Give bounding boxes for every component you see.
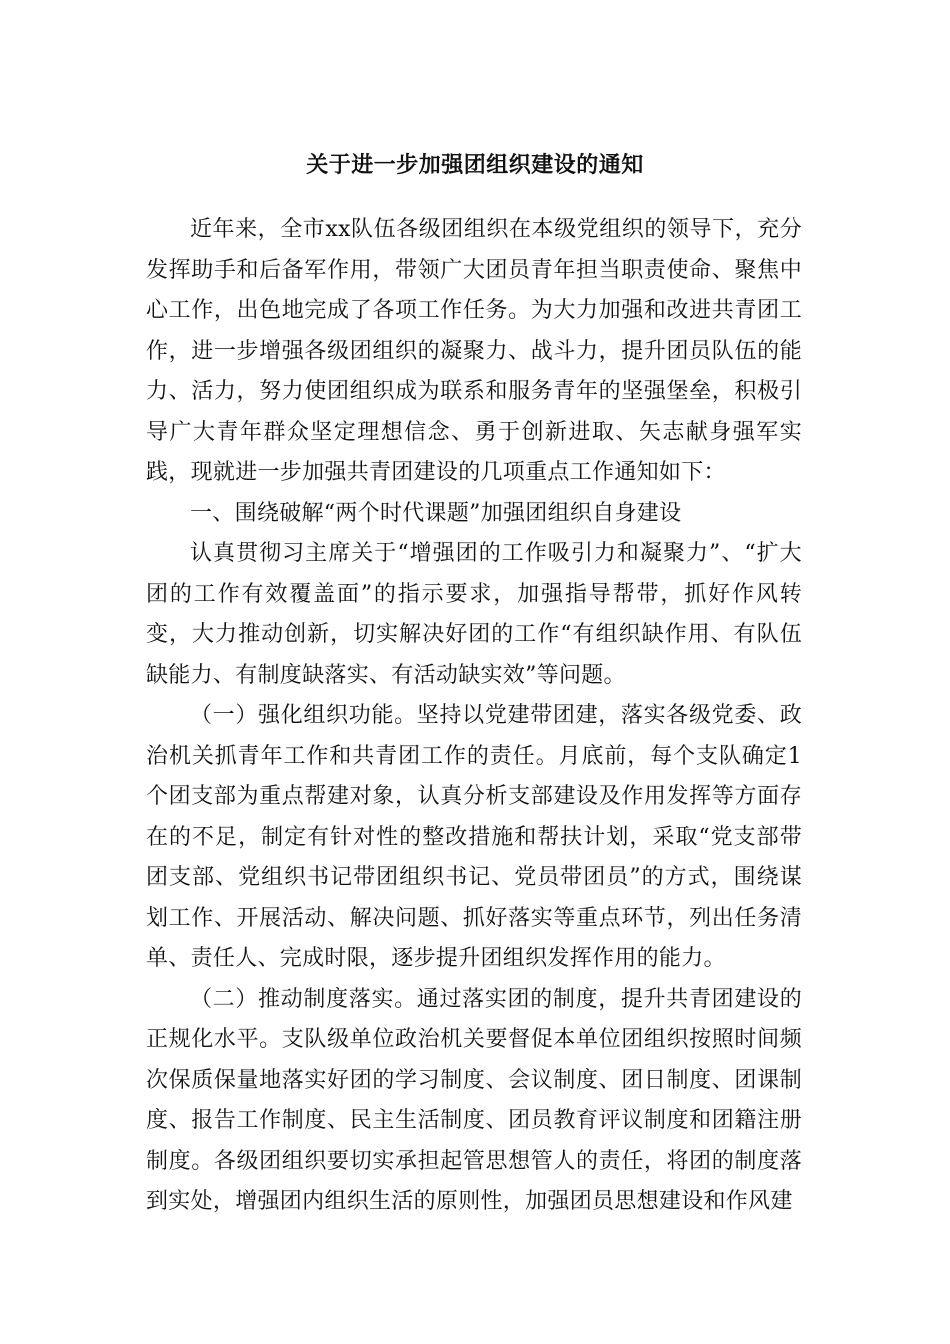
item-2-paragraph: （二）推动制度落实。通过落实团的制度，提升共青团建设的正规化水平。支队级单位政治机关要督促本单位团组织按照时间频次保质保量地落实好团的学习制度、会议制度、团日制度、团课制度、报告工作制度、民主生活制度、团员教育评议制度和团籍注册制度。各级团组织要切实承担起管思想管人的责任，将团的制度落到实处，增强团内组织生活的原则性，加强团员思想建设和作风建 [146, 986, 802, 1214]
document-body [146, 210, 802, 1223]
section-heading-1: 一、围绕破解“两个时代课题”加强团组织自身建设 [190, 500, 682, 526]
section-1-paragraph: 认真贯彻习主席关于“增强团的工作吸引力和凝聚力”、“扩大团的工作有效覆盖面”的指示要求，加强指导帮带，抓好作风转变，大力推动创新，切实解决好团的工作“有组织缺作用、有队伍缺能力、有制度缺落实、有活动缺实效”等问题。 [146, 541, 802, 688]
item-1-paragraph: （一）强化组织功能。坚持以党建带团建，落实各级党委、政治机关抓青年工作和共青团工作的责任。月底前，每个支队确定1个团支部为重点帮建对象，认真分析支部建设及作用发挥等方面存在的不足，制定有针对性的整改措施和帮扶计划，采取“党支部带团支部、党组织书记带团组织书记、党员带团员”的方式，围绕谋划工作、开展活动、解决问题、抓好落实等重点环节，列出任务清单、责任人、完成时限，逐步提升团组织发挥作用的能力。 [146, 703, 802, 971]
document-title: 关于进一步加强团组织建设的通知 [306, 152, 644, 178]
intro-paragraph: 近年来，全市xx队伍各级团组织在本级党组织的领导下，充分发挥助手和后备军作用，带领广大团员青年担当职责使命、聚焦中心工作，出色地完成了各项工作任务。为大力加强和改进共青团工作，进一步增强各级团组织的凝聚力、战斗力，提升团员队伍的能力、活力，努力使团组织成为联系和服务青年的坚强堡垒，积极引导广大青年群众坚定理想信念、勇于创新进取、矢志献身强军实践，现就进一步加强共青团建设的几项重点工作通知如下： [146, 217, 802, 485]
